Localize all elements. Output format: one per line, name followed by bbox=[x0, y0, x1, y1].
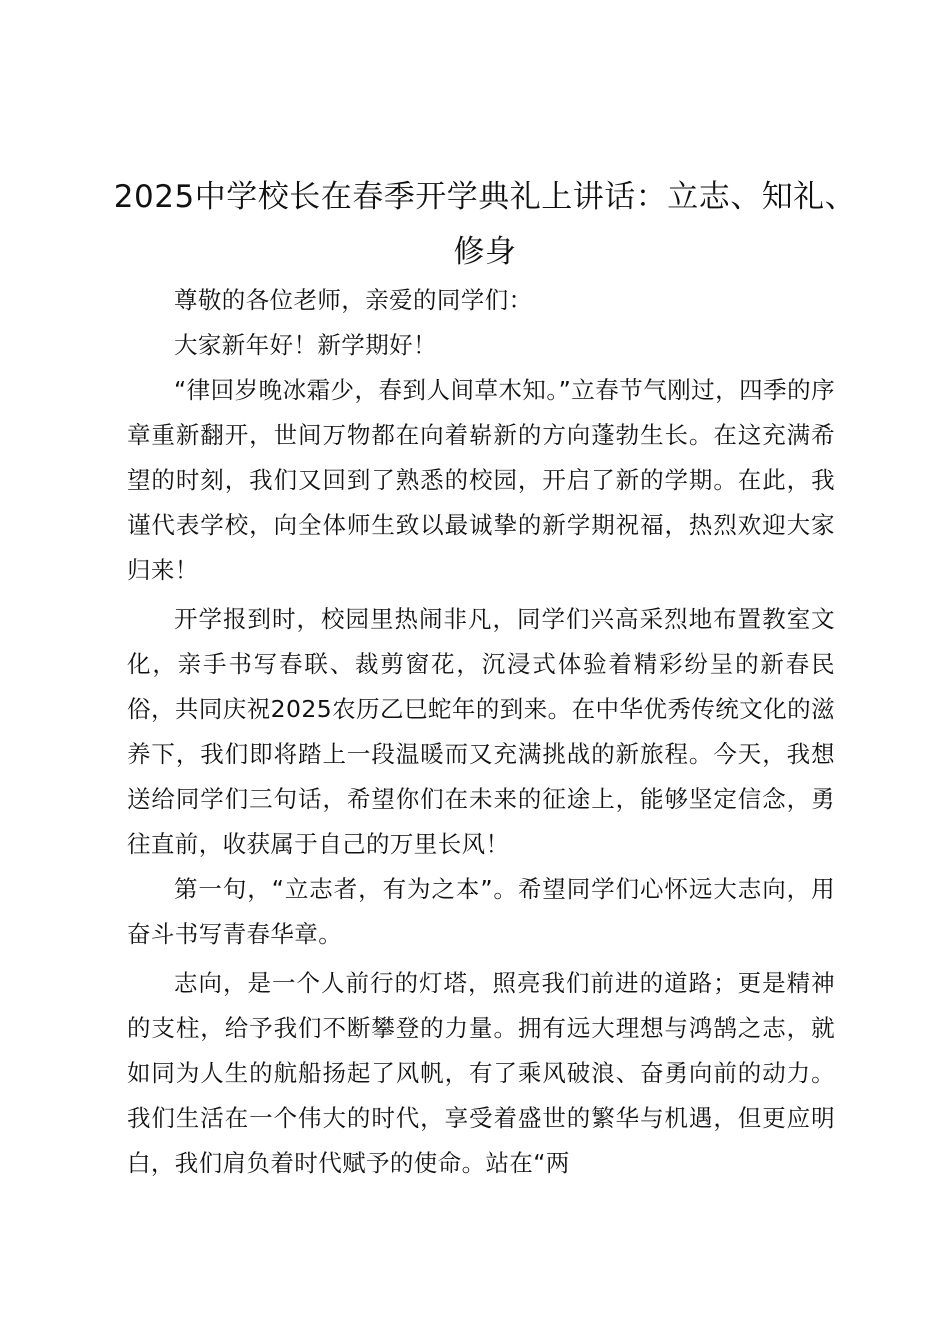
paragraph-greeting: 大家新年好！新学期好！ bbox=[174, 331, 437, 359]
paragraph-salutation: 尊敬的各位老师，亲爱的同学们： bbox=[174, 286, 533, 314]
paragraph-first-point: 第一句，“立志者，有为之本”。希望同学们心怀远大志向，用奋斗书写青春华章。 bbox=[127, 875, 835, 948]
paragraph-opening: “律回岁晚冰霜少，春到人间草木知。”立春节气刚过，四季的序章重新翻开，世间万物都在向着崭新的方向蓬勃生长。在这充满希望的时刻，我们又回到了熟悉的校园，开启了新的学期。在此，我谨代表学校，向全体师生致以最诚挚的新学期祝福，热烈欢迎大家归来！ bbox=[127, 376, 835, 584]
paragraph-enrollment: 开学报到时，校园里热闹非凡，同学们兴高采烈地布置教室文化，亲手书写春联、裁剪窗花，沉浸式体验着精彩纷呈的新春民俗，共同庆祝2025农历乙巳蛇年的到来。在中华优秀传统文化的滋养下，我们即将踏上一段温暖而又充满挑战的新旅程。今天，我想送给同学们三句话，希望你们在未来的征途上，能够坚定信念，勇往直前，收获属于自己的万里长风！ bbox=[127, 605, 835, 858]
document-title: 2025中学校长在春季开学典礼上讲话：立志、知礼、修身 bbox=[113, 179, 857, 270]
document-body bbox=[127, 278, 835, 1186]
paragraph-ambition: 志向，是一个人前行的灯塔，照亮我们前进的道路；更是精神的支柱，给予我们不断攀登的力量。拥有远大理想与鸿鹄之志，就如同为人生的航船扬起了风帆，有了乘风破浪、奋勇向前的动力。我们生活在一个伟大的时代，享受着盛世的繁华与机遇，但更应明白，我们肩负着时代赋予的使命。站在“两 bbox=[127, 969, 835, 1177]
